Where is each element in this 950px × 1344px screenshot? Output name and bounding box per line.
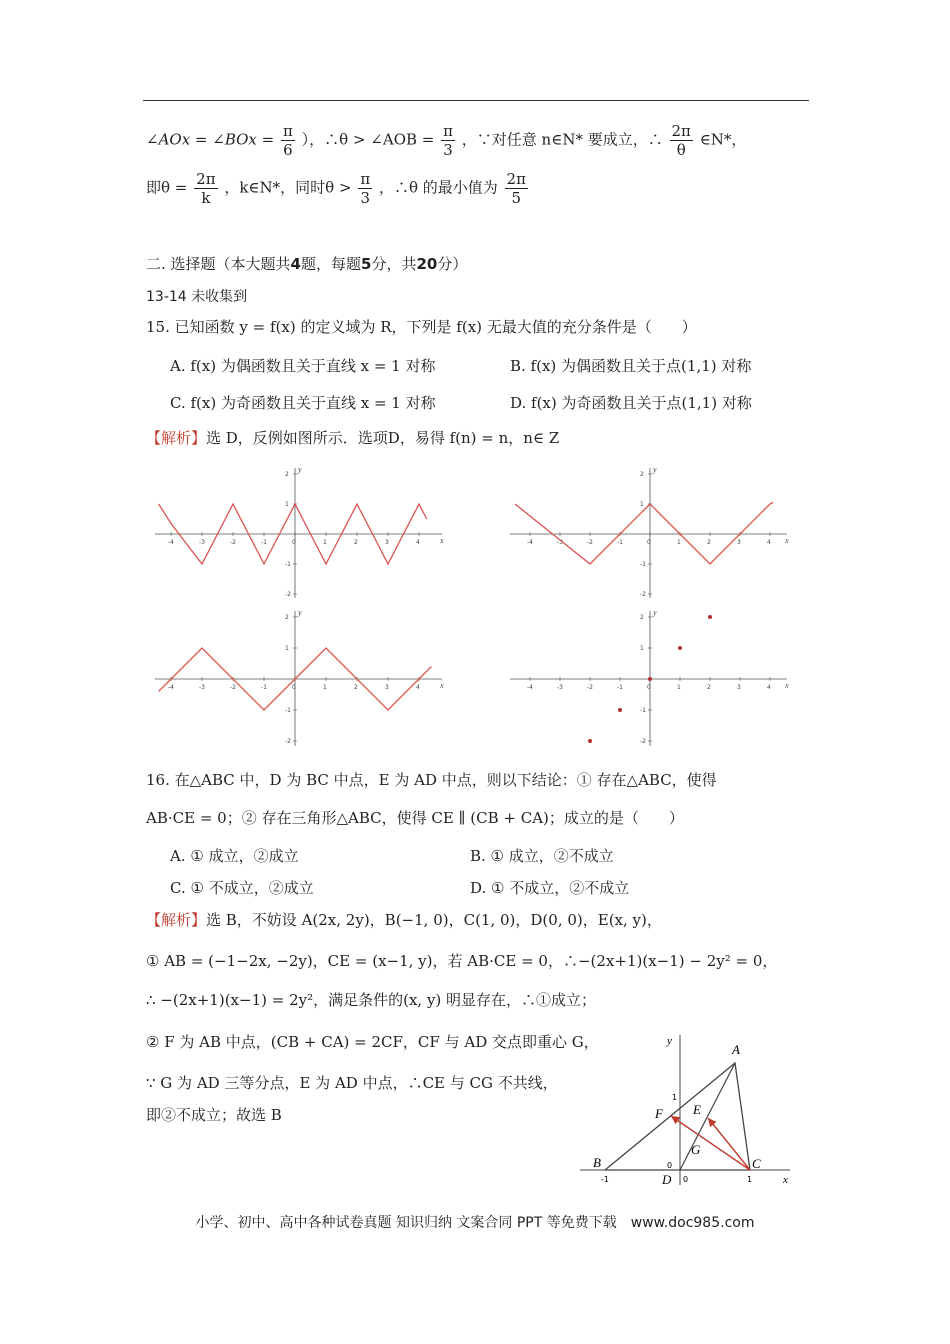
q16-analysis-6: 即②不成立；故选 B <box>146 1106 282 1124</box>
graph-y-tick-label: 2 <box>640 471 644 478</box>
graph-curve <box>515 503 773 565</box>
graph-y-tick-label: 1 <box>285 645 289 652</box>
graph-y-label: y <box>298 465 302 474</box>
graph-x-tick-label: 0 <box>647 539 651 546</box>
graph-x-tick-label: -1 <box>617 684 623 691</box>
q16-option-b: B. ① 成立，②不成立 <box>470 847 614 865</box>
q16-analysis-4: ② F 为 AB 中点，(CB + CA) = 2CF，CF 与 AD 交点即重心 G， <box>146 1033 599 1051</box>
graph-x-tick-label: 2 <box>354 539 358 546</box>
graph-y-label: y <box>653 465 657 474</box>
graph-x-tick-label: -4 <box>527 539 533 546</box>
q16-option-c: C. ① 不成立，②成立 <box>170 879 314 897</box>
graph-x-tick-label: 3 <box>737 684 741 691</box>
label-y: y <box>667 1035 672 1047</box>
graph-x-tick-label: 4 <box>767 539 771 546</box>
q16-analysis-5: ∵ G 为 AD 三等分点，E 为 AD 中点，∴CE 与 CG 不共线， <box>146 1074 558 1092</box>
graph-point <box>648 677 652 681</box>
label-a: A <box>732 1042 740 1057</box>
analysis-tag: 【解析】 <box>146 429 207 447</box>
graph-x-tick-label: 2 <box>354 684 358 691</box>
graph-x-tick-label: -3 <box>557 539 563 546</box>
graph-y-label: y <box>298 608 302 617</box>
graph-x-tick-label: 0 <box>647 684 651 691</box>
graph-x-tick-label: 4 <box>416 684 420 691</box>
graph-x-tick-label: -4 <box>168 684 174 691</box>
section-header: 二. 选择题（本大题共4题，每题5分，共20分） <box>146 255 468 273</box>
q15-option-d: D. f(x) 为奇函数且关于点(1,1) 对称 <box>510 394 752 412</box>
label-f: F <box>655 1106 663 1121</box>
graph-y-tick-label: 2 <box>640 614 644 621</box>
graph-x-tick-label: 4 <box>767 684 771 691</box>
q15-analysis: 【解析】选 D，反例如图所示．选项D，易得 f(n) = n，n∈ Z <box>146 429 560 447</box>
graph-y-tick-label: 1 <box>640 645 644 652</box>
graph-y-tick-label: -1 <box>285 561 291 568</box>
math-line-2: 即θ = $\frac{2\pi}{k}$ ，k∈N*，同时θ > $\frac{\pi}{3}$ ，∴θ 的最小值为 $\frac{2\pi}{5}$ <box>146 170 526 207</box>
graph-1 <box>150 462 450 602</box>
graph-x-tick-label: -3 <box>199 539 205 546</box>
graph-x-tick-label: 3 <box>737 539 741 546</box>
graph-x-tick-label: 3 <box>385 539 389 546</box>
top-rule <box>143 100 809 101</box>
graph-y-tick-label: -2 <box>640 738 646 745</box>
graph-x-tick-label: -3 <box>557 684 563 691</box>
graph-x-tick-label: -4 <box>168 539 174 546</box>
graph-y-tick-label: -1 <box>285 707 291 714</box>
tick-neg-one: -1 <box>601 1175 609 1184</box>
graph-y-tick-label: 2 <box>285 471 289 478</box>
label-x: x <box>783 1174 788 1186</box>
graph-point <box>618 708 622 712</box>
tick-zero: 0 <box>683 1175 689 1184</box>
q16-stem-2: AB·CE = 0；② 存在三角形△ABC，使得 CE ∥ (CB + CA)；成立的是（ ） <box>146 809 684 827</box>
graph-x-tick-label: -1 <box>617 539 623 546</box>
label-d: D <box>662 1172 672 1187</box>
label-c: C <box>752 1156 761 1171</box>
graph-2 <box>505 462 795 602</box>
graph-x-tick-label: -3 <box>199 684 205 691</box>
footer: 小学、初中、高中各种试卷真题 知识归纳 文案合同 PPT 等免费下载 www.doc985.com <box>195 1215 755 1231</box>
graph-x-tick-label: -2 <box>230 684 236 691</box>
graph-x-tick-label: -1 <box>261 684 267 691</box>
graph-point <box>708 615 712 619</box>
graph-x-tick-label: 4 <box>416 539 420 546</box>
graph-x-label: x <box>785 681 789 690</box>
graph-x-tick-label: 1 <box>323 539 327 546</box>
label-g: G <box>691 1142 701 1157</box>
tick-zero-y: 0 <box>667 1161 673 1170</box>
graph-y-tick-label: -1 <box>640 561 646 568</box>
graph-x-tick-label: 1 <box>677 684 681 691</box>
graph-x-tick-label: 1 <box>323 684 327 691</box>
graph-x-tick-label: 0 <box>292 539 296 546</box>
graph-y-tick-label: -1 <box>640 707 646 714</box>
graph-x-tick-label: -2 <box>587 684 593 691</box>
graph-4 <box>505 605 795 750</box>
graph-3 <box>150 605 450 750</box>
label-e: E <box>693 1102 701 1117</box>
graph-y-tick-label: -2 <box>285 591 291 598</box>
graph-x-tick-label: 2 <box>707 684 711 691</box>
vector-cf <box>671 1116 750 1170</box>
q16-analysis-2: ① AB = (−1−2x, −2y)，CE = (x−1, y)，若 AB·CE = 0，∴−(2x+1)(x−1) − 2y² = 0， <box>146 952 778 970</box>
graph-x-tick-label: 0 <box>292 684 296 691</box>
graph-y-tick-label: -2 <box>640 591 646 598</box>
q15-option-a: A. f(x) 为偶函数且关于直线 x = 1 对称 <box>170 357 436 375</box>
graph-x-label: x <box>440 681 444 690</box>
graph-x-tick-label: -4 <box>527 684 533 691</box>
q16-analysis-3: ∴ −(2x+1)(x−1) = 2y²，满足条件的(x, y) 明显存在，∴①成立； <box>146 991 597 1009</box>
graph-x-tick-label: 1 <box>677 539 681 546</box>
graph-x-tick-label: -1 <box>261 539 267 546</box>
q15-stem: 15. 已知函数 y = f(x) 的定义域为 R，下列是 f(x) 无最大值的充分条件是（ ） <box>146 318 697 336</box>
graph-x-tick-label: 3 <box>385 684 389 691</box>
graph-x-label: x <box>440 536 444 545</box>
q16-option-d: D. ① 不成立，②不成立 <box>470 879 630 897</box>
graph-y-label: y <box>653 608 657 617</box>
graph-x-tick-label: 2 <box>707 539 711 546</box>
note-13-14: 13-14 未收集到 <box>146 289 248 305</box>
q15-option-b: B. f(x) 为偶函数且关于点(1,1) 对称 <box>510 357 752 375</box>
graph-point <box>588 739 592 743</box>
graph-y-tick-label: -2 <box>285 738 291 745</box>
graph-y-tick-label: 1 <box>285 501 289 508</box>
q16-stem-1: 16. 在△ABC 中，D 为 BC 中点，E 为 AD 中点，则以下结论：① 存在△ABC，使得 <box>146 771 717 789</box>
label-b: B <box>593 1155 601 1170</box>
graph-x-tick-label: -2 <box>230 539 236 546</box>
tick-one-y: 1 <box>672 1093 678 1102</box>
analysis-tag: 【解析】 <box>146 911 207 929</box>
graph-point <box>678 646 682 650</box>
triangle-diagram <box>575 1030 795 1190</box>
graph-x-label: x <box>785 536 789 545</box>
q16-analysis-1: 【解析】选 B，不妨设 A(2x, 2y)，B(−1, 0)，C(1, 0)，D(0, 0)，E(x, y)， <box>146 911 662 929</box>
graph-x-tick-label: -2 <box>587 539 593 546</box>
q15-option-c: C. f(x) 为奇函数且关于直线 x = 1 对称 <box>170 394 436 412</box>
graph-y-tick-label: 1 <box>640 501 644 508</box>
triangle-abc <box>605 1063 750 1170</box>
graph-y-tick-label: 2 <box>285 614 289 621</box>
q16-option-a: A. ① 成立，②成立 <box>170 847 299 865</box>
tick-one: 1 <box>747 1175 753 1184</box>
math-line-1: ∠AOx = ∠BOx = $\frac{\pi}{6}$ ），∴θ > ∠AOB = $\frac{\pi}{3}$ ，∵对任意 n∈N* 要成立，∴ $\frac{2\pi}{\theta}$ ∈N*， <box>146 122 747 159</box>
